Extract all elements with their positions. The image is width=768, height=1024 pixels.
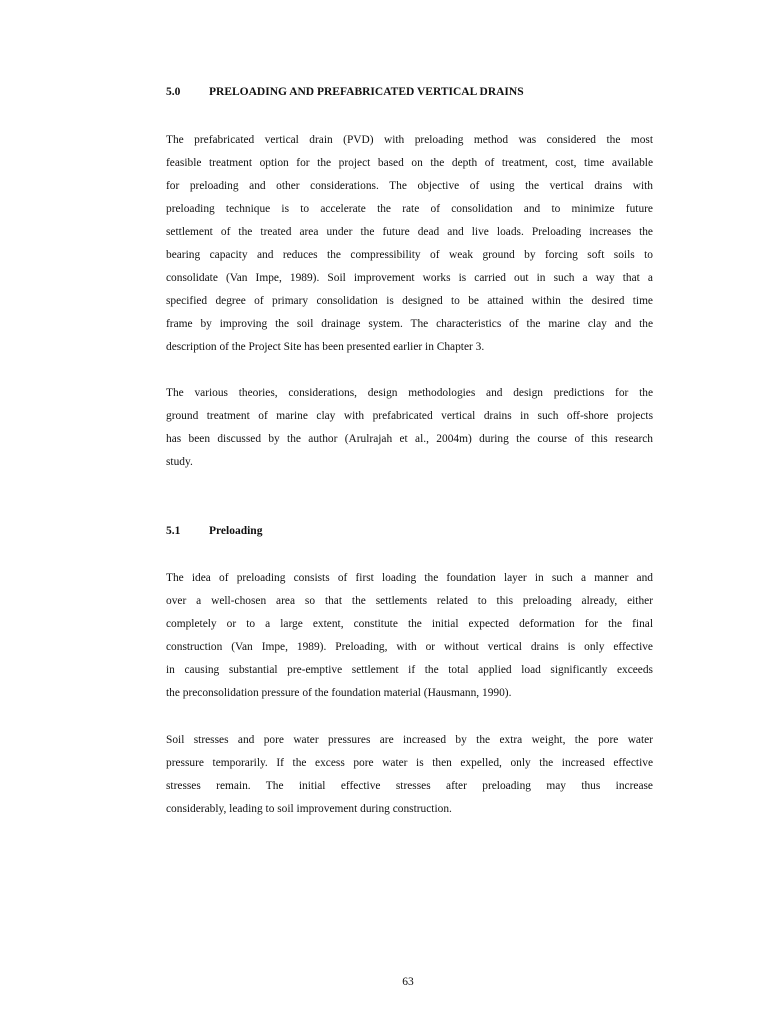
paragraph-line: Soil stresses and pore water pressures are increased by the extra weight, the pore water	[166, 734, 653, 746]
paragraph-line: stresses remain. The initial effective stresses after preloading may thus increase	[166, 780, 653, 792]
section-number: 5.1	[166, 525, 181, 537]
paragraph-line: consolidate (Van Impe, 1989). Soil improvement works is carried out in such a way that a	[166, 272, 653, 284]
paragraph-line: bearing capacity and reduces the compressibility of weak ground by forcing soft soils to	[166, 249, 653, 261]
paragraph-line: The various theories, considerations, design methodologies and design predictions for the	[166, 387, 653, 399]
paragraph-line: completely or to a large extent, constitute the initial expected deformation for the final	[166, 618, 653, 630]
paragraph-line: the preconsolidation pressure of the foundation material (Hausmann, 1990).	[166, 687, 512, 699]
page-number: 63	[402, 976, 414, 988]
paragraph-line: for preloading and other considerations. The objective of using the vertical drains with	[166, 180, 653, 192]
paragraph-line: settlement of the treated area under the future dead and live loads. Preloading increases the	[166, 226, 653, 238]
section-title: PRELOADING AND PREFABRICATED VERTICAL DRAINS	[209, 86, 524, 98]
section-heading-5-0	[166, 86, 524, 98]
paragraph-line: specified degree of primary consolidation is designed to be attained within the desired time	[166, 295, 653, 307]
paragraph-line: preloading technique is to accelerate the rate of consolidation and to minimize future	[166, 203, 653, 215]
paragraph-line: The idea of preloading consists of first loading the foundation layer in such a manner and	[166, 572, 653, 584]
section-title: Preloading	[209, 525, 263, 537]
paragraph-line: ground treatment of marine clay with prefabricated vertical drains in such off-shore projects	[166, 410, 653, 422]
paragraph-line: pressure temporarily. If the excess pore water is then expelled, only the increased effective	[166, 757, 653, 769]
paragraph-line: construction (Van Impe, 1989). Preloading, with or without vertical drains is only effective	[166, 641, 653, 653]
paragraph-theories	[166, 382, 653, 474]
paragraph-pvd-intro	[166, 129, 653, 359]
paragraph-preloading-idea	[166, 567, 653, 705]
paragraph-line: feasible treatment option for the project based on the depth of treatment, cost, time available	[166, 157, 653, 169]
paragraph-line: considerably, leading to soil improvement during construction.	[166, 803, 452, 815]
paragraph-line: frame by improving the soil drainage system. The characteristics of the marine clay and the	[166, 318, 653, 330]
section-number: 5.0	[166, 86, 181, 98]
paragraph-line: The prefabricated vertical drain (PVD) with preloading method was considered the most	[166, 134, 653, 146]
section-heading-5-1	[166, 525, 262, 537]
paragraph-line: has been discussed by the author (Arulrajah et al., 2004m) during the course of this research	[166, 433, 653, 445]
paragraph-line: over a well-chosen area so that the settlements related to this preloading already, either	[166, 595, 653, 607]
paragraph-line: study.	[166, 456, 193, 468]
paragraph-soil-stresses	[166, 729, 653, 821]
paragraph-line: in causing substantial pre-emptive settlement if the total applied load significantly exceeds	[166, 664, 653, 676]
paragraph-line: description of the Project Site has been presented earlier in Chapter 3.	[166, 341, 485, 353]
